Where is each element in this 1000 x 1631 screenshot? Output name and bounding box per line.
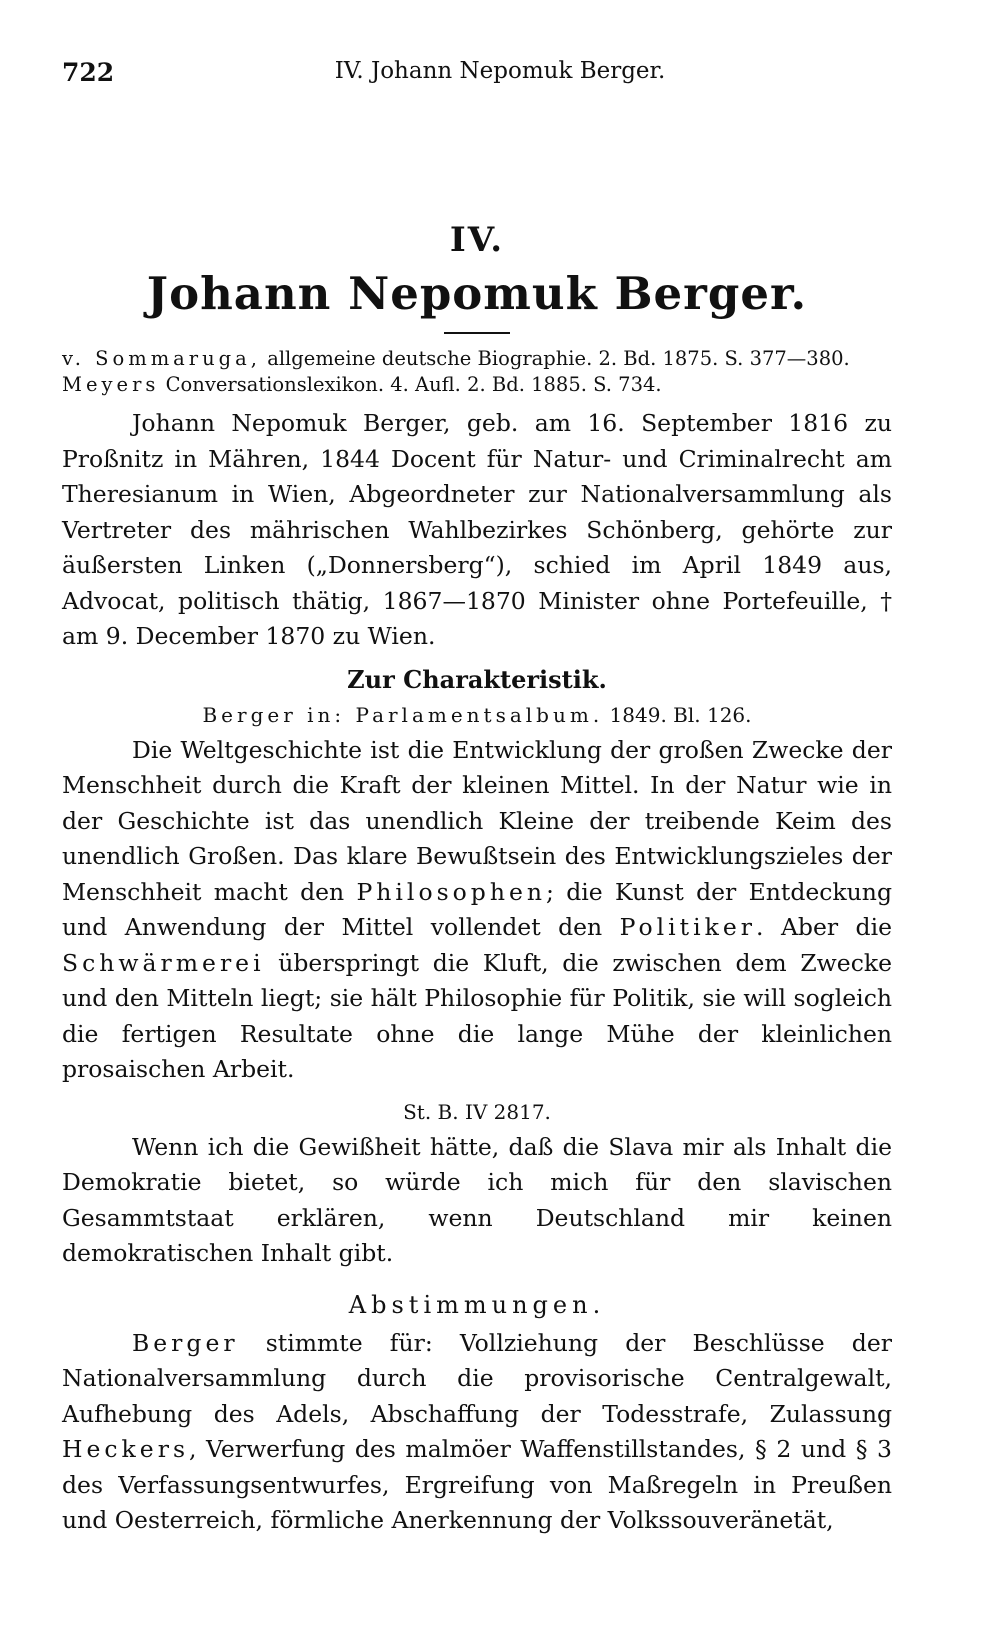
spaced-word: Heckers bbox=[62, 1435, 190, 1463]
main-content bbox=[62, 220, 892, 1539]
votes-text: , Verwerfung des malmöer Waffenstillstandes, § 2 und § 3 des Verfassungsentwurfes, Ergreifung von Maßregeln in Preußen und Oesterreich, förmliche Anerkennung der Volkssouveränetät, bbox=[62, 1435, 892, 1534]
chapter-title: Johann Nepomuk Berger. bbox=[146, 267, 808, 320]
votes-text: stimmte für: Vollziehung der Beschlüsse der Nationalversammlung durch die provisorische Centralgewalt, Aufhebung des Adels, Abschaffung der Todesstrafe, Zulassung bbox=[62, 1328, 892, 1428]
quote-text: Die Weltgeschichte ist die Entwicklung der großen Zwecke der Menschheit durch die Kraft der kleinen Mittel. In der Natur wie in der Geschichte ist das unendlich Kleine der treibende Keim des unendlich Großen. Das klare Bewußtsein des Entwicklungszieles der Menschheit macht den bbox=[62, 735, 892, 906]
quote-text: . Aber die bbox=[756, 913, 893, 941]
reference-author: v. Sommaruga, bbox=[62, 347, 261, 370]
title-rule bbox=[444, 332, 510, 334]
reference-line bbox=[62, 372, 892, 398]
quote-text: überspringt die Kluft, die zwischen dem Zwecke und den Mitteln liegt; sie hält Philosophie für Politik, sie will sogleich die fertigen Resultate ohne die lange Mühe der kleinlichen prosaischen Arbeit. bbox=[62, 948, 892, 1083]
reference-text: allgemeine deutsche Biographie. 2. Bd. 1875. S. 377—380. bbox=[261, 347, 850, 370]
votes-paragraph bbox=[62, 1326, 892, 1539]
reference-text: Conversationslexikon. 4. Aufl. 2. Bd. 1885. S. 734. bbox=[159, 373, 662, 396]
source-spaced-text: Berger in: Parlamentsalbum. bbox=[202, 702, 604, 727]
spaced-word: Philosophen bbox=[356, 877, 547, 906]
page-header bbox=[62, 58, 938, 98]
references bbox=[62, 346, 892, 398]
spaced-word: Schwärmerei bbox=[62, 948, 265, 977]
spaced-word: Berger bbox=[132, 1328, 239, 1357]
biography-paragraph: Johann Nepomuk Berger, geb. am 16. September 1816 zu Proßnitz in Mähren, 1844 Docent für Natur- und Criminalrecht am Theresianum in Wien, Abgeordneter zur Nationalversammlung als Vertreter des mährischen Wahlbezirkes Schönberg, gehörte zur äußersten Linken („Donnersberg“), schied im April 1849 aus, Advocat, politisch thätig, 1867—1870 Minister ohne Portefeuille, † am 9. December 1870 zu Wien. bbox=[62, 409, 892, 650]
page-number: 722 bbox=[62, 58, 115, 87]
quote-source: St. B. IV 2817. bbox=[403, 1099, 551, 1124]
section-title-charakteristik: Zur Charakteristik. bbox=[347, 664, 607, 694]
quote-text: ; die Kunst der Entdeckung und Anwendung der Mittel vollendet den bbox=[62, 877, 892, 941]
quote-source bbox=[62, 701, 892, 729]
quote-paragraph: Wenn ich die Gewißheit hätte, daß die Slava mir als Inhalt die Demokratie bietet, so würde ich mich für den slavischen Gesammtstaat erklären, wenn Deutschland mir keinen demokratischen Inhalt gibt. bbox=[62, 1132, 892, 1267]
reference-author: Meyers bbox=[62, 373, 160, 396]
reference-line bbox=[62, 346, 892, 372]
running-head: IV. Johann Nepomuk Berger. bbox=[334, 58, 666, 84]
chapter-number: IV. bbox=[449, 220, 505, 260]
source-text: 1849. Bl. 126. bbox=[603, 702, 752, 727]
quote-paragraph bbox=[62, 733, 892, 1088]
spaced-word: Politiker bbox=[619, 913, 757, 941]
section-title-abstimmungen: Abstimmungen. bbox=[348, 1290, 606, 1319]
